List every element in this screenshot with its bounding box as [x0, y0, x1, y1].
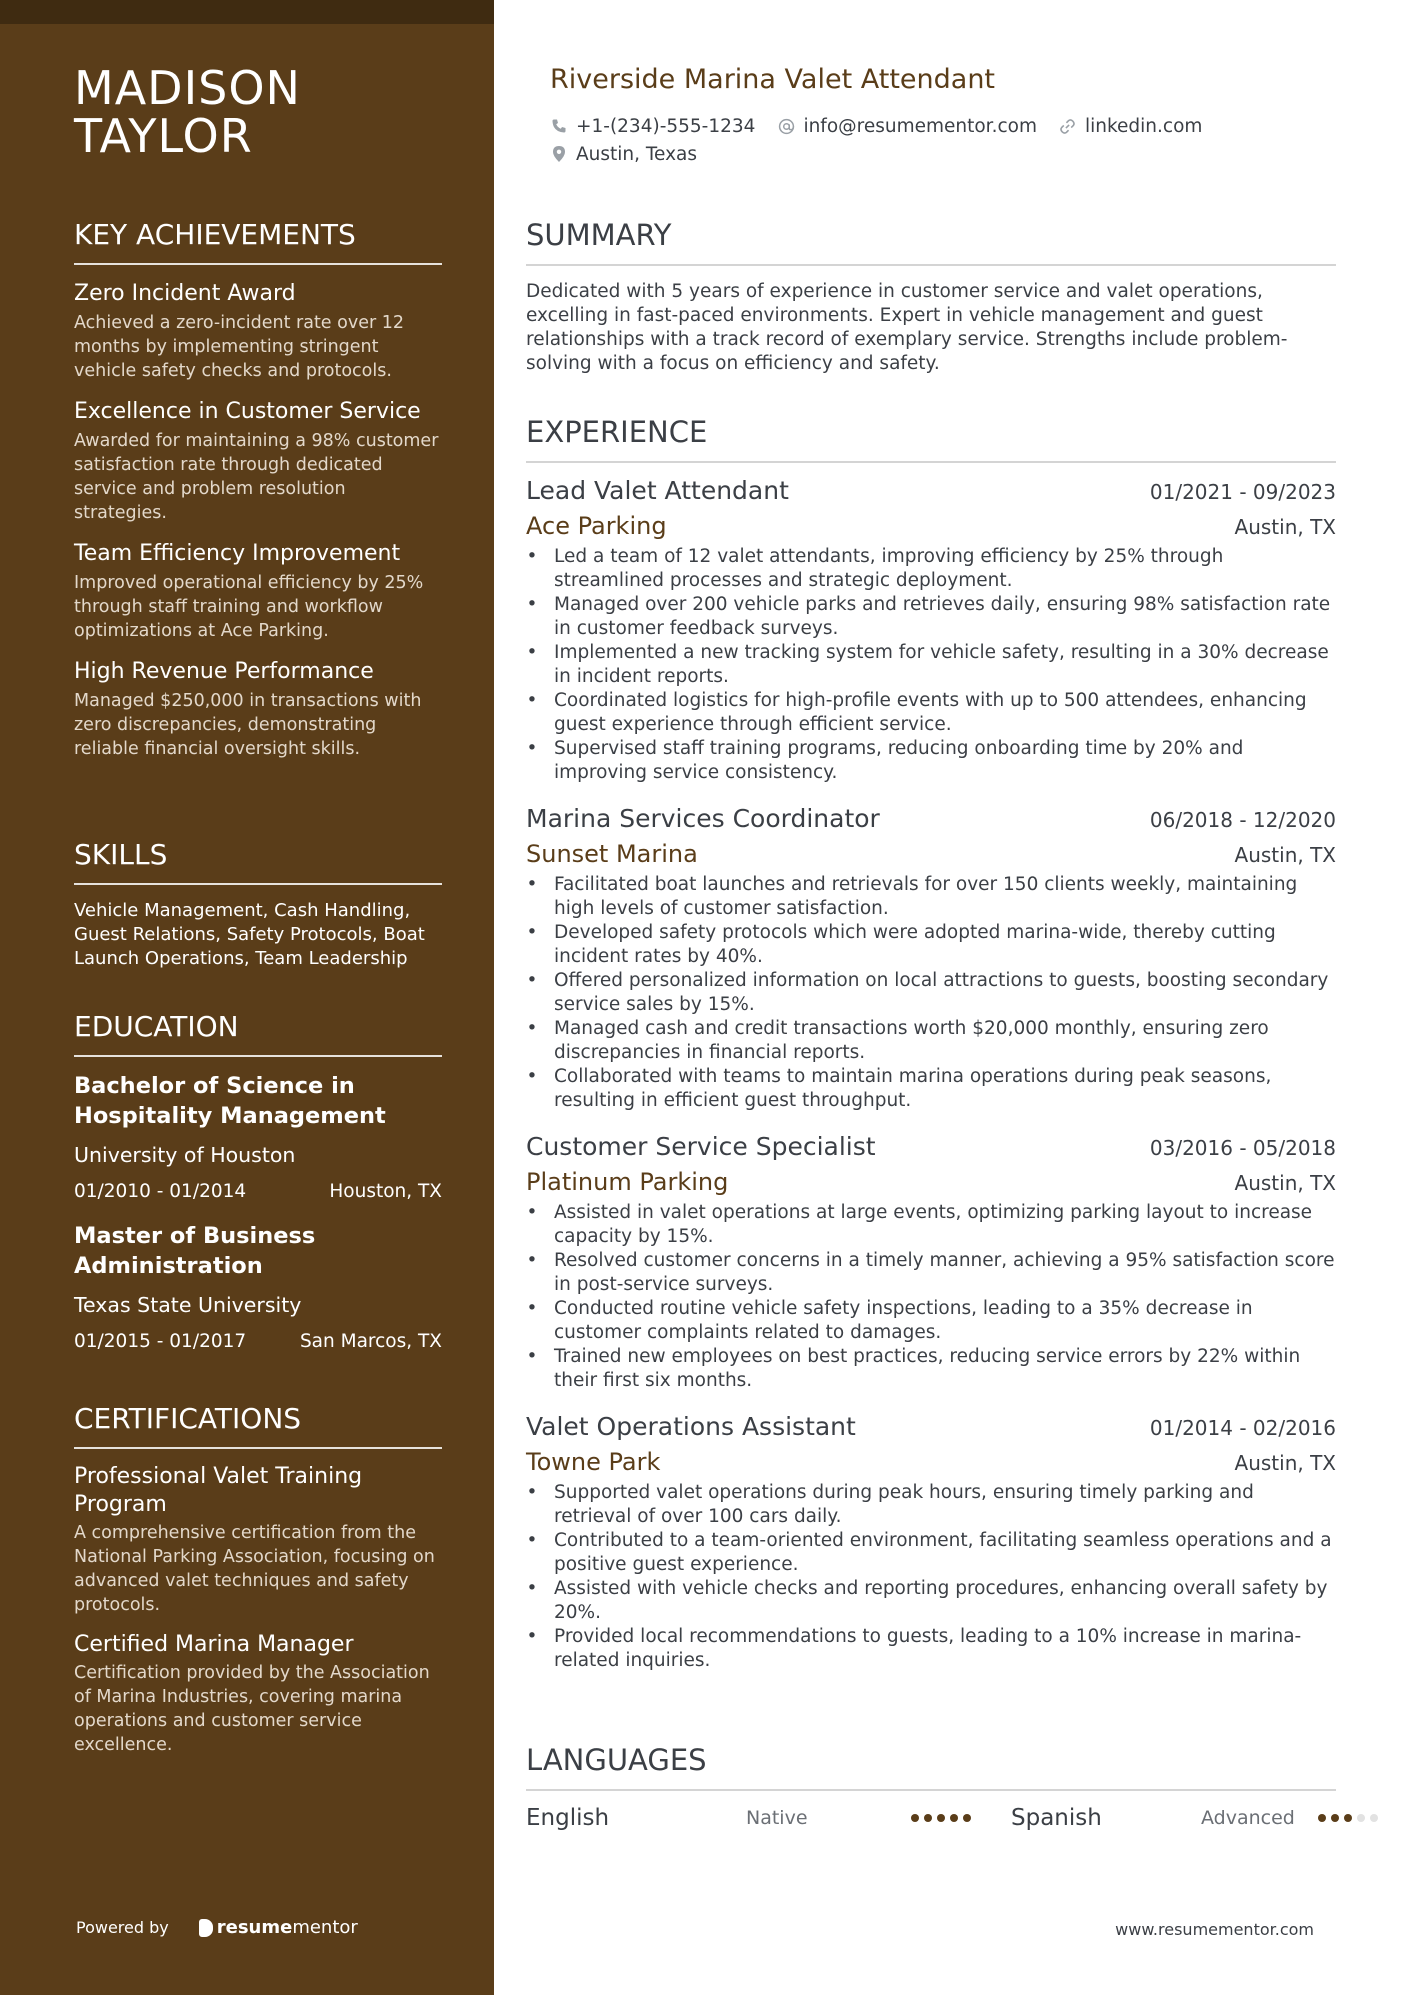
education-list	[74, 1071, 442, 1355]
skills-text: Vehicle Management, Cash Handling, Guest Relations, Safety Protocols, Boat Launch Operations, Team Leadership	[74, 900, 425, 969]
achievement-description: Awarded for maintaining a 98% customer satisfaction rate through dedicated service and problem resolution strategies.	[74, 431, 439, 523]
bullet-item: • Conducted routine vehicle safety inspections, leading to a 35% decrease in customer complaints related to damages.	[554, 1297, 1336, 1345]
company-name: Platinum Parking	[526, 1168, 729, 1196]
logo-text-bold: resume	[216, 1917, 293, 1938]
achievements-heading: KEY ACHIEVEMENTS	[74, 218, 442, 265]
languages-heading: LANGUAGES	[526, 1743, 1336, 1791]
company-name: Towne Park	[526, 1448, 661, 1476]
resumementor-logo-icon	[199, 1919, 213, 1937]
job-location: Austin, TX	[1234, 1171, 1336, 1195]
achievement-title: Team Efficiency Improvement	[74, 541, 401, 566]
experience-subheader	[526, 1165, 1336, 1199]
name-last: TAYLOR	[74, 109, 253, 163]
job-title: Valet Operations Assistant	[526, 1412, 856, 1441]
experience-item	[526, 1409, 1336, 1673]
languages-section	[526, 1743, 1336, 1835]
rating-dot-icon	[911, 1814, 919, 1822]
certification-title: Certified Marina Manager	[74, 1632, 354, 1657]
language-level: Advanced	[1201, 1807, 1295, 1829]
email-text: info@resumementor.com	[803, 115, 1037, 137]
certification-title: Professional Valet Training Program	[74, 1464, 363, 1517]
bullet-item: • Contributed to a team-oriented environment, facilitating seamless operations and a positive guest experience.	[554, 1529, 1336, 1577]
footer-url[interactable]: www.resumementor.com	[1115, 1920, 1314, 1939]
powered-by-label: Powered by	[76, 1918, 169, 1937]
achievement-title: Zero Incident Award	[74, 281, 296, 306]
certifications-section	[74, 1402, 442, 1757]
language-item	[1011, 1805, 1378, 1831]
achievement-item	[74, 279, 442, 383]
rating-dot-icon	[924, 1814, 932, 1822]
achievement-item	[74, 657, 442, 761]
certifications-heading: CERTIFICATIONS	[74, 1402, 442, 1449]
job-dates: 01/2021 - 09/2023	[1149, 480, 1336, 504]
bullet-item: • Assisted in valet operations at large events, optimizing parking layout to increase capacity by 15%.	[554, 1201, 1336, 1249]
certification-description: Certification provided by the Association of Marina Industries, covering marina operations and customer service excellence.	[74, 1663, 430, 1755]
job-location: Austin, TX	[1234, 843, 1336, 867]
achievement-title: Excellence in Customer Service	[74, 399, 421, 424]
achievement-title: High Revenue Performance	[74, 659, 374, 684]
experience-bullets	[526, 873, 1336, 1113]
sidebar	[0, 0, 494, 1995]
education-meta	[74, 1179, 442, 1205]
phone-text: +1-(234)-555-1234	[576, 115, 756, 137]
rating-dot-icon	[1370, 1814, 1378, 1822]
candidate-name	[74, 61, 301, 163]
education-location: Houston, TX	[329, 1181, 442, 1202]
education-meta	[74, 1329, 442, 1355]
bullet-item: • Supervised staff training programs, reducing onboarding time by 20% and improving service consistency.	[554, 737, 1336, 785]
experience-item	[526, 473, 1336, 785]
education-section	[74, 1010, 442, 1355]
experience-header	[526, 1409, 1336, 1445]
languages-row	[526, 1801, 1336, 1835]
education-school: University of Houston	[74, 1143, 296, 1167]
experience-subheader	[526, 1445, 1336, 1479]
contact-email[interactable]	[777, 116, 1037, 137]
rating-dot-icon	[1357, 1814, 1365, 1822]
experience-list	[526, 473, 1336, 1673]
location-text: Austin, Texas	[576, 143, 698, 165]
language-rating	[1313, 1814, 1378, 1822]
phone-icon	[550, 117, 568, 135]
certification-description: A comprehensive certification from the National Parking Association, focusing on advanced valet techniques and safety protocols.	[74, 1523, 435, 1615]
job-location: Austin, TX	[1234, 515, 1336, 539]
language-level: Native	[746, 1807, 808, 1829]
bullet-item: • Managed cash and credit transactions worth $20,000 monthly, ensuring zero discrepancies in financial reports.	[554, 1017, 1336, 1065]
linkedin-text: linkedin.com	[1084, 115, 1203, 137]
rating-dot-icon	[963, 1814, 971, 1822]
bullet-item: • Led a team of 12 valet attendants, improving efficiency by 25% through streamlined processes and strategic deployment.	[554, 545, 1336, 593]
location-icon	[550, 145, 568, 163]
education-heading: EDUCATION	[74, 1010, 442, 1057]
main-content	[494, 0, 1410, 1995]
job-dates: 06/2018 - 12/2020	[1149, 808, 1336, 832]
education-location: San Marcos, TX	[299, 1331, 442, 1352]
skills-section	[74, 838, 442, 971]
education-degree: Bachelor of Science in Hospitality Management	[74, 1073, 386, 1129]
education-degree: Master of Business Administration	[74, 1223, 316, 1279]
language-name: Spanish	[1011, 1805, 1102, 1831]
experience-bullets	[526, 1481, 1336, 1673]
logo-text-light: mentor	[292, 1917, 358, 1938]
achievements-section	[74, 218, 442, 761]
link-icon	[1059, 117, 1077, 135]
summary-heading: SUMMARY	[526, 218, 1336, 266]
job-dates: 03/2016 - 05/2018	[1149, 1136, 1336, 1160]
rating-dot-icon	[1331, 1814, 1339, 1822]
job-headline: Riverside Marina Valet Attendant	[550, 64, 996, 95]
experience-item	[526, 1129, 1336, 1393]
job-title: Marina Services Coordinator	[526, 804, 880, 833]
experience-bullets	[526, 545, 1336, 785]
certification-item	[74, 1631, 442, 1757]
achievements-list	[74, 279, 442, 761]
bullet-item: • Managed over 200 vehicle parks and retrieves daily, ensuring 98% satisfaction rate in customer feedback surveys.	[554, 593, 1336, 641]
bullet-item: • Offered personalized information on local attractions to guests, boosting secondary service sales by 15%.	[554, 969, 1336, 1017]
contact-info	[550, 112, 1370, 168]
sidebar-top-bar	[0, 0, 494, 24]
contact-location	[550, 144, 697, 165]
job-location: Austin, TX	[1234, 1451, 1336, 1475]
language-item	[526, 1805, 971, 1831]
rating-dot-icon	[937, 1814, 945, 1822]
certifications-list	[74, 1463, 442, 1757]
bullet-item: • Resolved customer concerns in a timely manner, achieving a 95% satisfaction score in post-service surveys.	[554, 1249, 1336, 1297]
bullet-item: • Coordinated logistics for high-profile events with up to 500 attendees, enhancing guest experience through efficient service.	[554, 689, 1336, 737]
experience-header	[526, 1129, 1336, 1165]
achievement-description: Achieved a zero-incident rate over 12 months by implementing stringent vehicle safety checks and protocols.	[74, 313, 404, 381]
bullet-item: • Trained new employees on best practices, reducing service errors by 22% within their first six months.	[554, 1345, 1336, 1393]
experience-header	[526, 801, 1336, 837]
achievement-description: Improved operational efficiency by 25% through staff training and workflow optimizations at Ace Parking.	[74, 573, 424, 641]
resumementor-logo[interactable]	[199, 1917, 358, 1938]
achievement-item	[74, 539, 442, 643]
experience-header	[526, 473, 1336, 509]
achievement-description: Managed $250,000 in transactions with zero discrepancies, demonstrating reliable financial oversight skills.	[74, 691, 422, 759]
bullet-item: • Developed safety protocols which were adopted marina-wide, thereby cutting incident rates by 40%.	[554, 921, 1336, 969]
powered-by	[76, 1917, 358, 1938]
summary-section	[526, 218, 1336, 376]
rating-dot-icon	[1318, 1814, 1326, 1822]
achievement-item	[74, 397, 442, 525]
education-item	[74, 1071, 442, 1205]
experience-heading: EXPERIENCE	[526, 415, 1336, 463]
summary-text: Dedicated with 5 years of experience in customer service and valet operations, excelling in fast-paced environments. Expert in vehicle management and guest relationships with a track record of exemplary service. Strengths include problem-solving with a focus on efficiency and safety.	[526, 281, 1288, 374]
company-name: Sunset Marina	[526, 840, 698, 868]
experience-bullets	[526, 1201, 1336, 1393]
bullet-item: • Provided local recommendations to guests, leading to a 10% increase in marina-related inquiries.	[554, 1625, 1336, 1673]
certification-item	[74, 1463, 442, 1617]
rating-dot-icon	[1344, 1814, 1352, 1822]
bullet-item: • Supported valet operations during peak hours, ensuring timely parking and retrieval of over 100 cars daily.	[554, 1481, 1336, 1529]
job-dates: 01/2014 - 02/2016	[1149, 1416, 1336, 1440]
at-icon	[777, 117, 795, 135]
company-name: Ace Parking	[526, 512, 667, 540]
name-first: MADISON	[74, 61, 301, 115]
education-item	[74, 1221, 442, 1355]
experience-subheader	[526, 509, 1336, 543]
job-title: Customer Service Specialist	[526, 1132, 876, 1161]
rating-dot-icon	[950, 1814, 958, 1822]
experience-subheader	[526, 837, 1336, 871]
contact-linkedin[interactable]	[1059, 116, 1202, 137]
language-rating	[906, 1814, 971, 1822]
contact-phone[interactable]	[550, 116, 755, 137]
education-dates: 01/2015 - 01/2017	[74, 1331, 247, 1352]
experience-item	[526, 801, 1336, 1113]
bullet-item: • Facilitated boat launches and retrievals for over 150 clients weekly, maintaining high levels of customer satisfaction.	[554, 873, 1336, 921]
language-name: English	[526, 1805, 610, 1831]
bullet-item: • Implemented a new tracking system for vehicle safety, resulting in a 30% decrease in incident reports.	[554, 641, 1336, 689]
bullet-item: • Assisted with vehicle checks and reporting procedures, enhancing overall safety by 20%.	[554, 1577, 1336, 1625]
skills-heading: SKILLS	[74, 838, 442, 885]
education-dates: 01/2010 - 01/2014	[74, 1181, 247, 1202]
job-title: Lead Valet Attendant	[526, 476, 789, 505]
bullet-item: • Collaborated with teams to maintain marina operations during peak seasons, resulting in efficient guest throughput.	[554, 1065, 1336, 1113]
education-school: Texas State University	[74, 1293, 302, 1317]
experience-section	[526, 415, 1336, 1673]
